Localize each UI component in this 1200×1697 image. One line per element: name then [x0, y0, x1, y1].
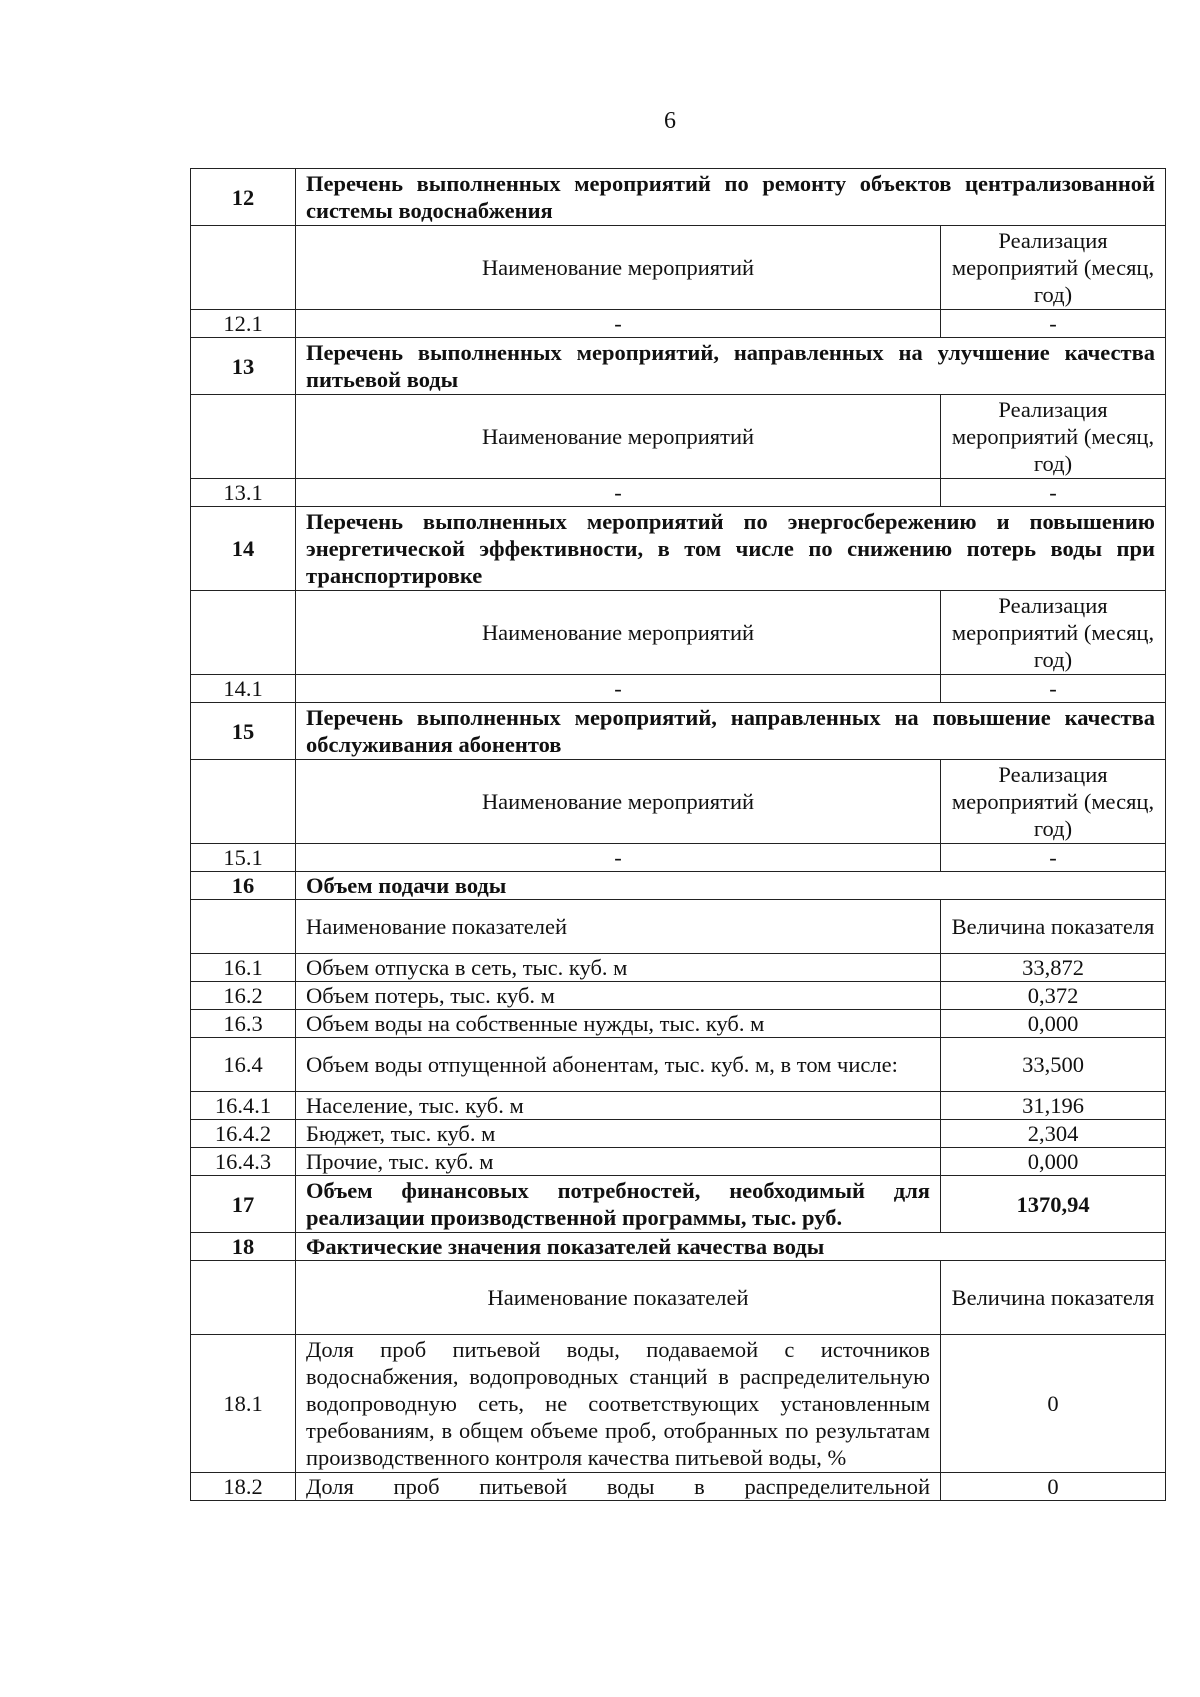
empty-cell: [191, 395, 296, 479]
section-16-column-header-row: [191, 900, 1166, 954]
section-13-row-1: [191, 479, 1166, 507]
row-number: 16.1: [191, 954, 296, 982]
section-16-header-row: [191, 872, 1166, 900]
row-number: 12.1: [191, 310, 296, 338]
table-row: [191, 1335, 1166, 1473]
event-realization-cell: -: [941, 675, 1166, 703]
indicator-name: Объем воды на собственные нужды, тыс. куб. м: [296, 1010, 941, 1038]
row-number: 16.4.3: [191, 1148, 296, 1176]
section-14-column-header-row: [191, 591, 1166, 675]
indicator-value: 0: [941, 1335, 1166, 1473]
section-18-header-row: [191, 1233, 1166, 1261]
indicator-value-header: Величина показателя: [941, 1261, 1166, 1335]
row-number: 18.2: [191, 1473, 296, 1501]
event-name-header: Наименование мероприятий: [296, 760, 941, 844]
indicator-value: 33,500: [941, 1038, 1166, 1092]
section-number: 14: [191, 507, 296, 591]
event-realization-header: Реализация мероприятий (месяц, год): [941, 226, 1166, 310]
section-title: Объем подачи воды: [296, 872, 1166, 900]
section-12-row-1: [191, 310, 1166, 338]
event-realization-header: Реализация мероприятий (месяц, год): [941, 591, 1166, 675]
row-number: 14.1: [191, 675, 296, 703]
event-name-header: Наименование мероприятий: [296, 591, 941, 675]
production-program-table: [190, 168, 1166, 1501]
indicator-name: Бюджет, тыс. куб. м: [296, 1120, 941, 1148]
event-name-cell: -: [296, 310, 941, 338]
row-number: 18.1: [191, 1335, 296, 1473]
table-row: [191, 1148, 1166, 1176]
event-realization-header: Реализация мероприятий (месяц, год): [941, 760, 1166, 844]
empty-cell: [191, 900, 296, 954]
section-number: 17: [191, 1176, 296, 1233]
financial-needs-value: 1370,94: [941, 1176, 1166, 1233]
section-number: 13: [191, 338, 296, 395]
section-title: Перечень выполненных мероприятий, направленных на улучшение качества питьевой воды: [296, 338, 1166, 395]
event-realization-cell: -: [941, 844, 1166, 872]
section-title: Перечень выполненных мероприятий по ремонту объектов централизованной системы водоснабжения: [296, 169, 1166, 226]
indicator-name: Доля проб питьевой воды, подаваемой с источников водоснабжения, водопроводных станций в распределительную водопроводную сеть, не соответствующих установленным требованиям, в общем объеме проб, отобранных по результатам производственного контроля качества питьевой воды, %: [296, 1335, 941, 1473]
indicator-name: Объем отпуска в сеть, тыс. куб. м: [296, 954, 941, 982]
table-row: [191, 1038, 1166, 1092]
event-name-header: Наименование мероприятий: [296, 395, 941, 479]
indicator-name: Объем воды отпущенной абонентам, тыс. куб. м, в том числе:: [296, 1038, 941, 1092]
row-number: 16.4: [191, 1038, 296, 1092]
section-17-row: [191, 1176, 1166, 1233]
empty-cell: [191, 226, 296, 310]
section-number: 15: [191, 703, 296, 760]
empty-cell: [191, 1261, 296, 1335]
section-18-column-header-row: [191, 1261, 1166, 1335]
section-number: 12: [191, 169, 296, 226]
indicator-value: 0,372: [941, 982, 1166, 1010]
indicator-name: Население, тыс. куб. м: [296, 1092, 941, 1120]
indicator-name-header: Наименование показателей: [296, 900, 941, 954]
indicator-value: 0: [941, 1473, 1166, 1501]
event-name-cell: -: [296, 844, 941, 872]
section-title: Фактические значения показателей качества воды: [296, 1233, 1166, 1261]
indicator-name: Доля проб питьевой воды в распределительной: [296, 1473, 941, 1501]
row-number: 16.4.1: [191, 1092, 296, 1120]
empty-cell: [191, 591, 296, 675]
indicator-value: 0,000: [941, 1148, 1166, 1176]
indicator-name-header: Наименование показателей: [296, 1261, 941, 1335]
section-number: 18: [191, 1233, 296, 1261]
page-number: 6: [664, 108, 676, 134]
indicator-value: 2,304: [941, 1120, 1166, 1148]
section-14-row-1: [191, 675, 1166, 703]
row-number: 16.3: [191, 1010, 296, 1038]
row-number: 16.4.2: [191, 1120, 296, 1148]
table-row: [191, 954, 1166, 982]
table-row: [191, 1120, 1166, 1148]
section-15-column-header-row: [191, 760, 1166, 844]
section-15-header-row: [191, 703, 1166, 760]
table-row: [191, 1010, 1166, 1038]
row-number: 13.1: [191, 479, 296, 507]
row-number: 15.1: [191, 844, 296, 872]
section-12-column-header-row: [191, 226, 1166, 310]
indicator-value: 33,872: [941, 954, 1166, 982]
section-12-header-row: [191, 169, 1166, 226]
event-realization-cell: -: [941, 479, 1166, 507]
event-name-cell: -: [296, 675, 941, 703]
event-name-header: Наименование мероприятий: [296, 226, 941, 310]
section-title: Перечень выполненных мероприятий по энергосбережению и повышению энергетической эффективности, в том числе по снижению потерь воды при транспортировке: [296, 507, 1166, 591]
empty-cell: [191, 760, 296, 844]
indicator-value-header: Величина показателя: [941, 900, 1166, 954]
indicator-value: 31,196: [941, 1092, 1166, 1120]
indicator-name: Объем потерь, тыс. куб. м: [296, 982, 941, 1010]
event-realization-header: Реализация мероприятий (месяц, год): [941, 395, 1166, 479]
section-14-header-row: [191, 507, 1166, 591]
section-13-header-row: [191, 338, 1166, 395]
section-number: 16: [191, 872, 296, 900]
section-15-row-1: [191, 844, 1166, 872]
table-row: [191, 1473, 1166, 1501]
event-name-cell: -: [296, 479, 941, 507]
table-row: [191, 1092, 1166, 1120]
event-realization-cell: -: [941, 310, 1166, 338]
table-row: [191, 982, 1166, 1010]
indicator-name: Прочие, тыс. куб. м: [296, 1148, 941, 1176]
row-number: 16.2: [191, 982, 296, 1010]
section-title: Перечень выполненных мероприятий, направленных на повышение качества обслуживания абонентов: [296, 703, 1166, 760]
indicator-value: 0,000: [941, 1010, 1166, 1038]
section-13-column-header-row: [191, 395, 1166, 479]
section-title: Объем финансовых потребностей, необходимый для реализации производственной программы, тыс. руб.: [296, 1176, 941, 1233]
